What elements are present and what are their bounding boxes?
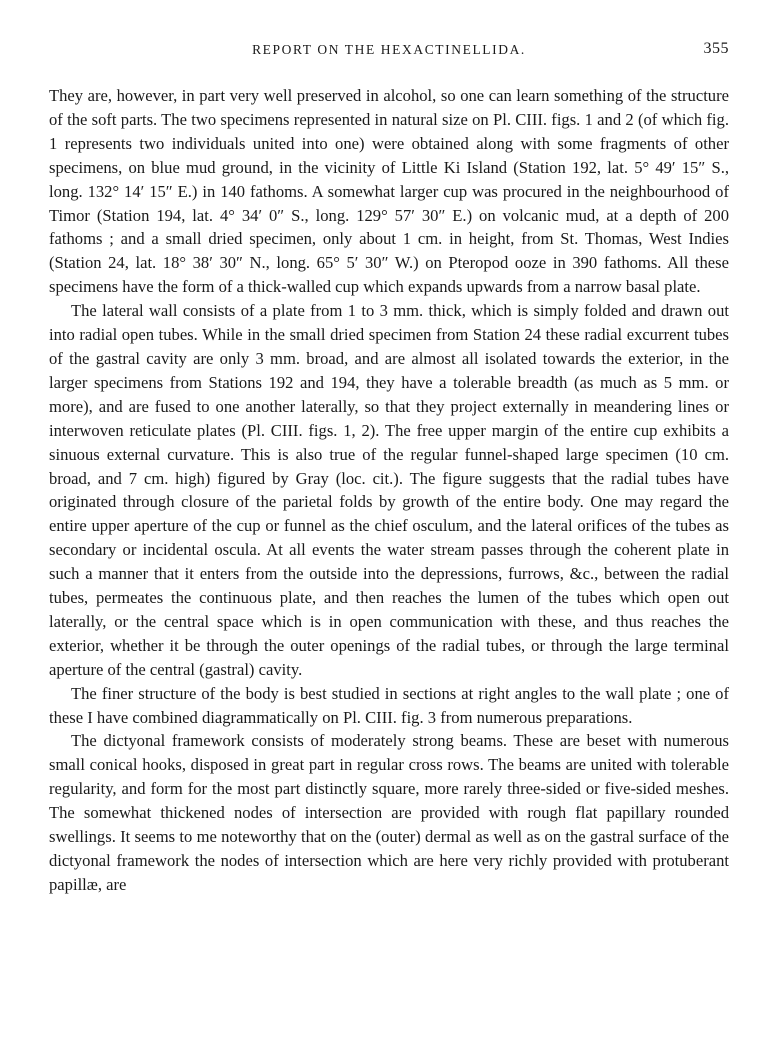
paragraph-4: The dictyonal framework consists of moderately strong beams. These are beset with numerous small conical hooks, disposed in great part in regular cross rows. The beams are united with tolerable regularity, and form for the most part distinctly square, more rarely three-sided or five-sided meshes. The somewhat thickened nodes of intersection are provided with rough flat papillary rounded swellings. It seems to me noteworthy that on the (outer) dermal as well as on the gastral surface of the dictyonal framework the nodes of intersection which are here very richly provided with protuberant papillæ, are xyxy=(49,731,729,894)
running-title: REPORT ON THE HEXACTINELLIDA. xyxy=(252,42,526,57)
running-head xyxy=(49,38,729,68)
page xyxy=(49,38,729,897)
paragraph-2: The lateral wall consists of a plate from 1 to 3 mm. thick, which is simply folded and drawn out into radial open tubes. While in the small dried specimen from Station 24 these radial excurrent tubes of the gastral cavity are only 3 mm. broad, and are almost all isolated towards the exterior, in the larger specimens from Stations 192 and 194, they have a tolerable breadth (as much as 5 mm. or more), and are fused to one another laterally, so that they project externally in meandering lines or interwoven reticulate plates (Pl. CIII. figs. 1, 2). The free upper margin of the entire cup exhibits a sinuous external curvature. This is also true of the regular funnel-shaped large specimen (10 cm. broad, and 7 cm. high) figured by Gray (loc. cit.). The figure suggests that the radial tubes have originated through closure of the parietal folds by growth of the entire body. One may regard the entire upper aperture of the cup or funnel as the chief osculum, and the lateral orifices of the tubes as secondary or incidental oscula. At all events the water stream passes through the coherent plate in such a manner that it enters from the outside into the depressions, furrows, &c., between the radial tubes, permeates the continuous plate, and then reaches the lumen of the tubes which open out laterally, or the central space which is in open communication with these, and thus reaches the exterior, whether it be through the outer openings of the radial tubes, or through the large terminal aperture of the central (gastral) cavity. xyxy=(49,301,729,679)
paragraph-3: The finer structure of the body is best studied in sections at right angles to the wall plate ; one of these I have combined diagrammatically on Pl. CIII. fig. 3 from numerous preparations. xyxy=(49,683,729,727)
page-number: 355 xyxy=(703,40,729,57)
body-text xyxy=(49,84,729,897)
paragraph-1: They are, however, in part very well preserved in alcohol, so one can learn something of the structure of the soft parts. The two specimens represented in natural size on Pl. CIII. figs. 1 and 2 (of which fig. 1 represents two individuals united into one) were obtained along with some fragments of other specimens, on blue mud ground, in the vicinity of Little Ki Island (Station 192, lat. 5° 49′ 15″ S., long. 132° 14′ 15″ E.) in 140 fathoms. A somewhat larger cup was procured in the neighbourhood of Timor (Station 194, lat. 4° 34′ 0″ S., long. 129° 57′ 30″ E.) on volcanic mud, at a depth of 200 fathoms ; and a small dried specimen, only about 1 cm. in height, from St. Thomas, West Indies (Station 24, lat. 18° 38′ 30″ N., long. 65° 5′ 30″ W.) on Pteropod ooze in 390 fathoms. All these specimens have the form of a thick-walled cup which expands upwards from a narrow basal plate. xyxy=(49,86,729,297)
